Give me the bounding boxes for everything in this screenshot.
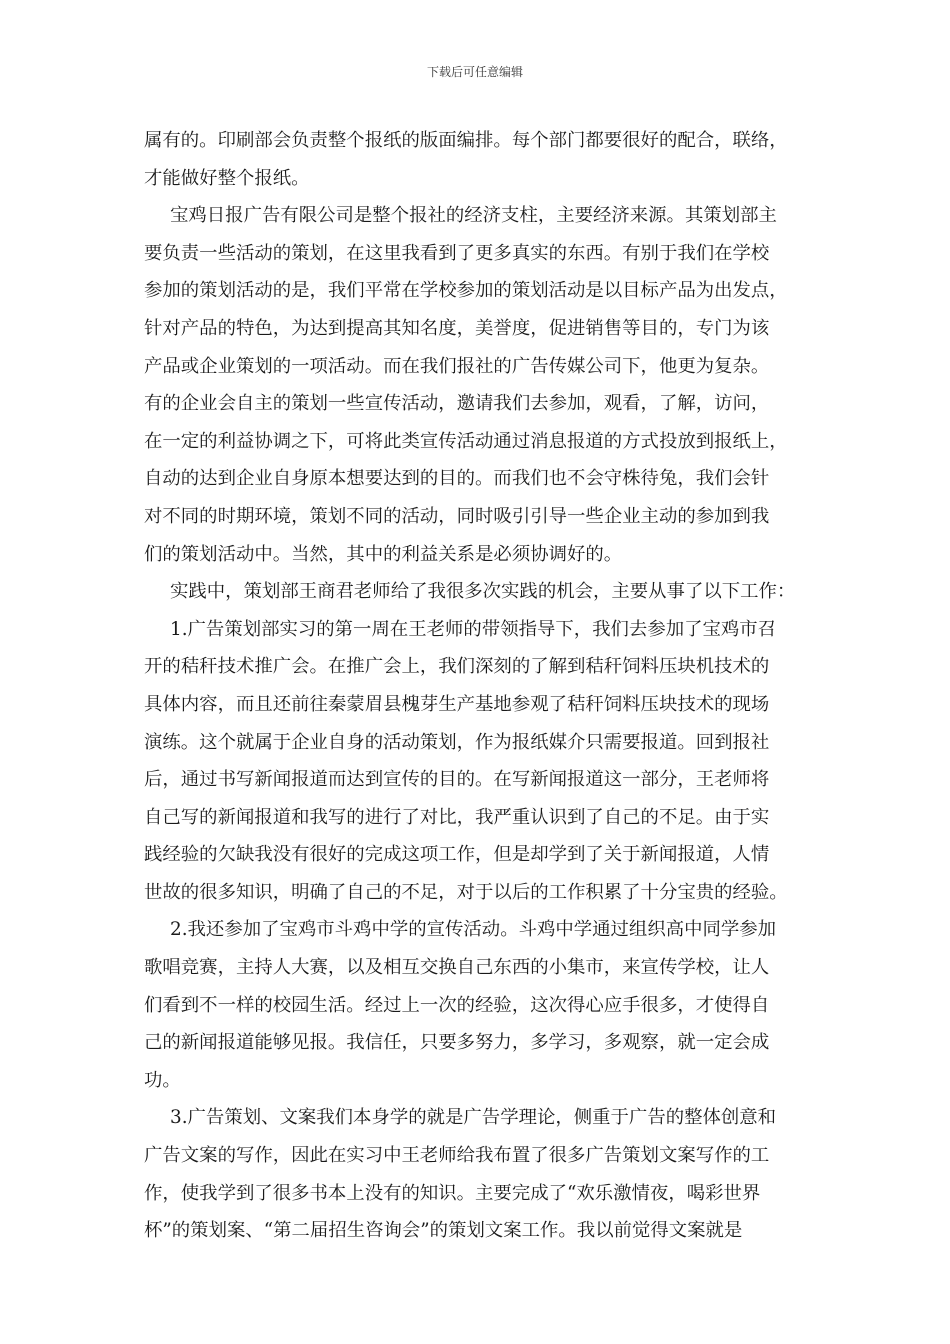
text-line: 世故的很多知识，明确了自己的不足，对于以后的工作积累了十分宝贵的经验。 xyxy=(144,881,788,903)
page-header: 下载后可任意编辑 xyxy=(426,65,523,79)
text-line: 们的策划活动中。当然，其中的利益关系是必须协调好的。 xyxy=(144,543,623,565)
text-line: 3.广告策划、文案我们本身学的就是广告学理论，侧重于广告的整体创意和 xyxy=(170,1107,777,1129)
text-line: 1.广告策划部实习的第一周在王老师的带领指导下，我们去参加了宝鸡市召 xyxy=(170,618,777,640)
text-line: 产品或企业策划的一项活动。而在我们报社的广告传媒公司下，他更为复杂。 xyxy=(144,355,770,377)
text-line: 后，通过书写新闻报道而达到宣传的目的。在写新闻报道这一部分，王老师将 xyxy=(144,769,770,791)
text-line: 己的新闻报道能够见报。我信任，只要多努力，多学习，多观察，就一定会成 xyxy=(144,1032,770,1054)
text-line: 广告文案的写作，因此在实习中王老师给我布置了很多广告策划文案写作的工 xyxy=(144,1145,770,1167)
text-line: 针对产品的特色，为达到提高其知名度，美誉度，促进销售等目的，专门为该 xyxy=(144,317,770,339)
text-line: 杯”的策划案、“第二届招生咨询会”的策划文案工作。我以前觉得文案就是 xyxy=(144,1220,743,1242)
text-line: 演练。这个就属于企业自身的活动策划，作为报纸媒介只需要报道。回到报社 xyxy=(144,731,770,753)
text-line: 实践中，策划部王商君老师给了我很多次实践的机会，主要从事了以下工作： xyxy=(170,581,796,603)
text-line: 参加的策划活动的是，我们平常在学校参加的策划活动是以目标产品为出发点， xyxy=(144,280,788,302)
text-line: 有的企业会自主的策划一些宣传活动，邀请我们去参加，观看，了解，访问， xyxy=(144,393,770,415)
text-line: 具体内容，而且还前往秦蒙眉县槐芽生产基地参观了秸秆饲料压块技术的现场 xyxy=(144,693,770,715)
text-line: 要负责一些活动的策划，在这里我看到了更多真实的东西。有别于我们在学校 xyxy=(144,242,770,264)
text-line: 歌唱竞赛，主持人大赛，以及相互交换自己东西的小集市，来宣传学校，让人 xyxy=(144,957,770,979)
text-line: 开的秸秆技术推广会。在推广会上，我们深刻的了解到秸秆饲料压块机技术的 xyxy=(144,656,770,678)
body-text xyxy=(144,122,810,1250)
text-line: 2.我还参加了宝鸡市斗鸡中学的宣传活动。斗鸡中学通过组织高中同学参加 xyxy=(170,919,777,941)
text-line: 对不同的时期环境，策划不同的活动，同时吸引引导一些企业主动的参加到我 xyxy=(144,505,770,527)
text-line: 宝鸡日报广告有限公司是整个报社的经济支柱，主要经济来源。其策划部主 xyxy=(170,205,777,227)
text-line: 自己写的新闻报道和我写的进行了对比，我严重认识到了自己的不足。由于实 xyxy=(144,806,770,828)
text-line: 作，使我学到了很多书本上没有的知识。主要完成了“欢乐激情夜，喝彩世界 xyxy=(144,1182,761,1204)
text-line: 才能做好整个报纸。 xyxy=(144,167,310,189)
text-line: 属有的。印刷部会负责整个报纸的版面编排。每个部门都要很好的配合，联络， xyxy=(144,130,788,151)
text-line: 自动的达到企业自身原本想要达到的目的。而我们也不会守株待兔，我们会针 xyxy=(144,468,770,490)
text-line: 践经验的欠缺我没有很好的完成这项工作，但是却学到了关于新闻报道，人情 xyxy=(144,844,770,866)
text-line: 们看到不一样的校园生活。经过上一次的经验，这次得心应手很多，才使得自 xyxy=(144,994,770,1016)
text-line: 在一定的利益协调之下，可将此类宣传活动通过消息报道的方式投放到报纸上， xyxy=(144,430,788,452)
text-line: 功。 xyxy=(144,1069,181,1091)
